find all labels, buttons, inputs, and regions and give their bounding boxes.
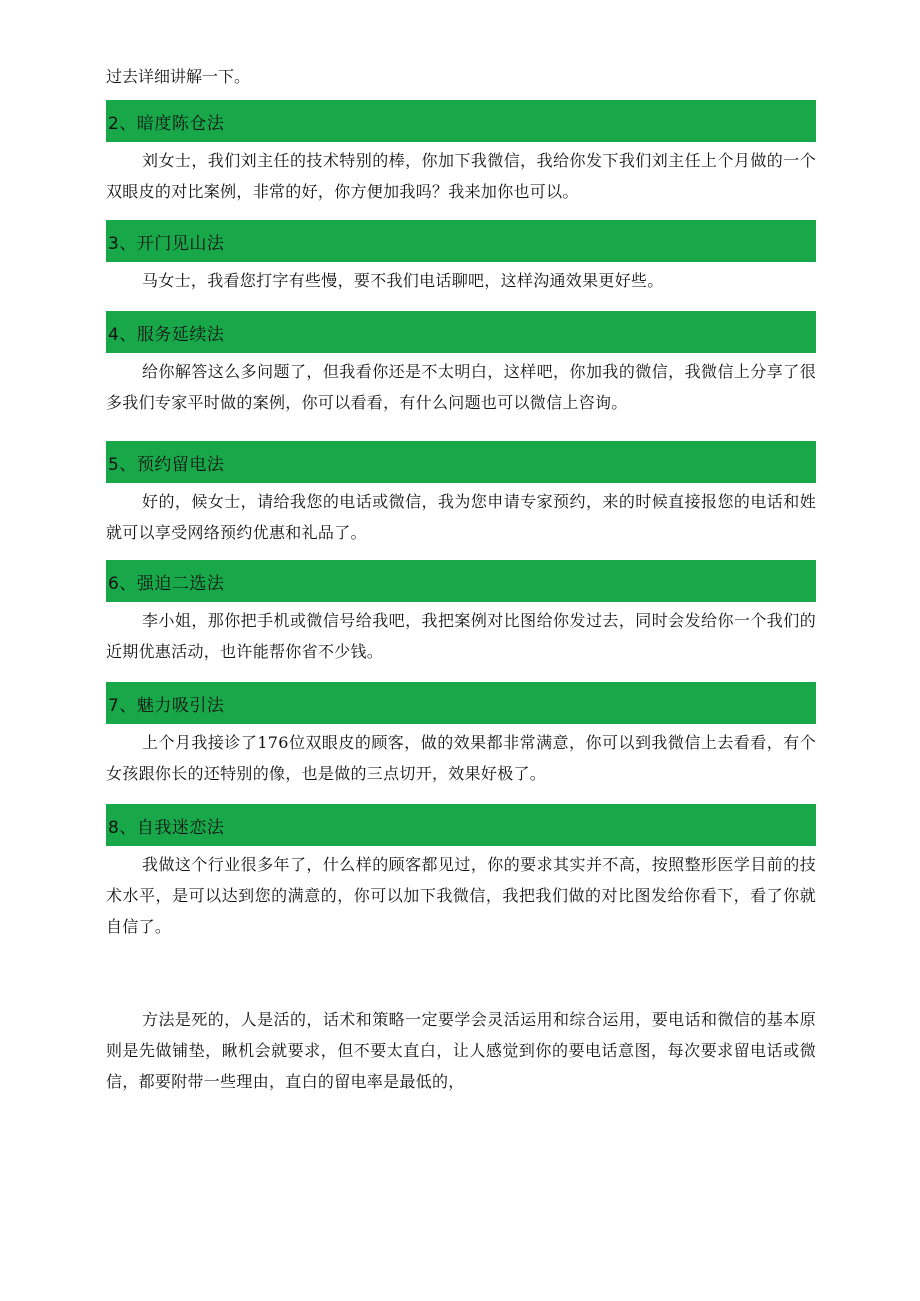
section-heading-bar xyxy=(106,220,816,262)
section-body: 刘女士，我们刘主任的技术特别的棒，你加下我微信，我给你发下我们刘主任上个月做的一个双眼皮的对比案例，非常的好，你方便加我吗？我来加你也可以。 xyxy=(106,151,816,201)
section-body: 马女士，我看您打字有些慢，要不我们电话聊吧，这样沟通效果更好些。 xyxy=(142,271,664,290)
section-body: 给你解答这么多问题了，但我看你还是不太明白，这样吧，你加我的微信，我微信上分享了很多我们专家平时做的案例，你可以看看，有什么问题也可以微信上咨询。 xyxy=(106,362,816,412)
section-body: 我做这个行业很多年了，什么样的顾客都见过，你的要求其实并不高，按照整形医学目前的技术水平，是可以达到您的满意的，你可以加下我微信，我把我们做的对比图发给你看下，看了你就自信了。 xyxy=(106,855,816,936)
section-title: 6、强迫二选法 xyxy=(108,573,225,594)
section-body: 好的，候女士，请给我您的电话或微信，我为您申请专家预约，来的时候直接报您的电话和姓就可以享受网络预约优惠和礼品了。 xyxy=(106,492,816,542)
section-heading-bar xyxy=(106,311,816,353)
section-8 xyxy=(106,804,816,942)
section-6 xyxy=(106,560,816,667)
section-body: 李小姐，那你把手机或微信号给我吧，我把案例对比图给你发过去，同时会发给你一个我们的近期优惠活动，也许能帮你省不少钱。 xyxy=(106,611,816,661)
section-title: 2、暗度陈仓法 xyxy=(108,113,225,134)
section-5 xyxy=(106,441,816,548)
section-heading-bar xyxy=(106,441,816,483)
section-body: 上个月我接诊了176位双眼皮的顾客，做的效果都非常满意，你可以到我微信上去看看，有个女孩跟你长的还特别的像，也是做的三点切开，效果好极了。 xyxy=(106,733,816,783)
section-2 xyxy=(106,100,816,207)
section-title: 7、魅力吸引法 xyxy=(108,695,225,716)
section-heading-bar xyxy=(106,100,816,142)
section-heading-bar xyxy=(106,804,816,846)
section-4 xyxy=(106,311,816,418)
section-7 xyxy=(106,682,816,789)
section-3 xyxy=(106,220,816,296)
section-title: 3、开门见山法 xyxy=(108,233,225,254)
section-heading-bar xyxy=(106,682,816,724)
section-title: 4、服务延续法 xyxy=(108,324,225,345)
section-title: 5、预约留电法 xyxy=(108,454,225,475)
section-title: 8、自我迷恋法 xyxy=(108,817,225,838)
intro-line: 过去详细讲解一下。 xyxy=(106,67,251,86)
section-heading-bar xyxy=(106,560,816,602)
closing-paragraph: 方法是死的，人是活的，话术和策略一定要学会灵活运用和综合运用，要电话和微信的基本原则是先做铺垫，瞅机会就要求，但不要太直白，让人感觉到你的要电话意图，每次要求留电话或微信，都要附带一些理由，直白的留电率是最低的， xyxy=(106,1010,816,1091)
